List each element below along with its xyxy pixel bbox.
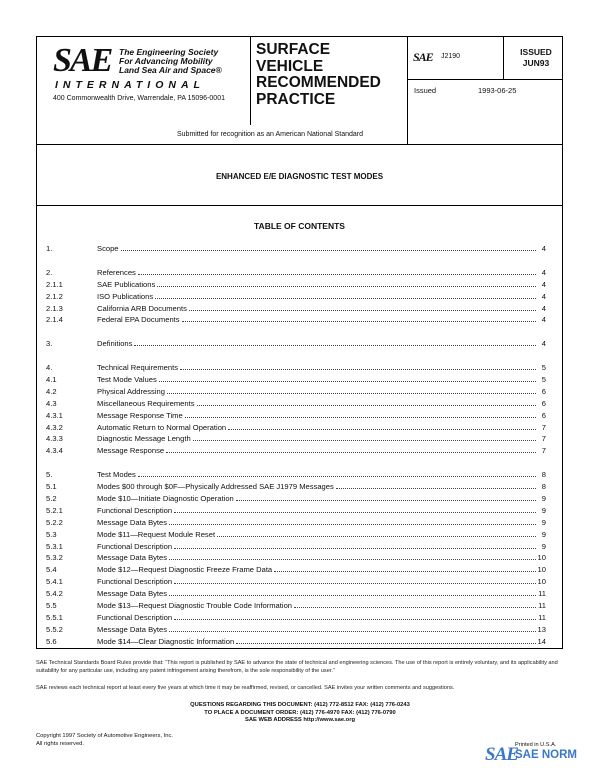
toc-entry-title: ISO Publications — [97, 291, 154, 301]
toc-page: 8 — [541, 470, 546, 480]
toc-leader — [157, 279, 536, 287]
status-line-1: ISSUED — [520, 47, 552, 57]
order-line: TO PLACE A DOCUMENT ORDER: (412) 776-4970 FAX: (412) 776-0790 — [204, 709, 396, 716]
toc-title-cell — [97, 386, 538, 397]
toc-row[interactable] — [37, 338, 564, 349]
toc-number: 2. — [46, 267, 53, 277]
rights-line: All rights reserved. — [36, 740, 85, 747]
toc-title-cell — [97, 422, 538, 433]
toc-page: 11 — [538, 601, 546, 610]
status-line-2: JUN93 — [522, 58, 550, 68]
toc-number: 4.1 — [46, 374, 57, 384]
toc-row[interactable] — [37, 469, 564, 480]
toc-row[interactable] — [37, 636, 564, 647]
toc-title-cell — [97, 410, 538, 421]
toc-leader — [138, 267, 536, 275]
toc-title-cell — [97, 338, 538, 349]
toc-title-cell — [97, 636, 538, 647]
doc-type-line-3: RECOMMENDED — [256, 74, 381, 91]
org-tagline-line-3: Land Sea Air and Space® — [119, 65, 222, 75]
toc-page: 9 — [541, 529, 546, 539]
toc-page: 9 — [541, 493, 546, 503]
toc-title-cell — [97, 303, 538, 314]
toc-row[interactable] — [37, 374, 564, 385]
toc-entry-title: Test Mode Values — [97, 374, 157, 384]
toc-leader — [121, 243, 536, 251]
toc-leader — [174, 612, 536, 620]
toc-page: 9 — [541, 505, 546, 515]
doc-type-line-4: PRACTICE — [256, 90, 336, 108]
toc-row[interactable] — [37, 303, 564, 314]
toc-row[interactable] — [37, 612, 564, 623]
toc-number: 5.1 — [46, 482, 57, 491]
toc-title-cell — [97, 517, 538, 528]
toc-row[interactable] — [37, 410, 564, 421]
toc-entry-title: Definitions — [97, 339, 133, 349]
doc-type-line-1: SURFACE — [256, 41, 331, 58]
toc-row[interactable] — [37, 588, 564, 599]
toc-entry-title: Technical Requirements — [97, 363, 179, 372]
toc-page: 10 — [537, 553, 546, 563]
toc-number: 5. — [46, 470, 53, 480]
toc-title-cell — [97, 279, 538, 290]
toc-title: TABLE OF CONTENTS — [254, 221, 345, 231]
toc-title-cell — [97, 529, 538, 540]
toc-row[interactable] — [37, 564, 564, 575]
document-title: ENHANCED E/E DIAGNOSTIC TEST MODES — [215, 172, 384, 181]
toc-page: 4 — [541, 279, 546, 289]
doc-type — [256, 42, 381, 108]
toc-entry-title: California ARB Documents — [97, 303, 187, 313]
toc-leader — [174, 505, 536, 513]
toc-number: 4.3.1 — [46, 410, 63, 420]
toc-entry-title: Scope — [97, 244, 119, 253]
printed-in: Printed in U.S.A. — [515, 742, 557, 748]
toc-page: 9 — [541, 541, 546, 551]
toc-page: 14 — [537, 636, 546, 646]
toc-page: 6 — [541, 386, 546, 396]
toc-page: 5 — [541, 374, 546, 384]
toc-row[interactable] — [37, 386, 564, 397]
toc-entry-title: Mode $11—Request Module Reset — [97, 529, 216, 539]
toc-number: 5.2.2 — [46, 517, 63, 527]
toc-title-cell — [97, 541, 538, 552]
stamp-text: SAE NORM — [515, 749, 577, 761]
document-frame — [36, 36, 563, 649]
toc-number: 5.5.2 — [46, 624, 63, 634]
toc-number: 2.1.1 — [46, 279, 63, 289]
toc-leader — [217, 529, 536, 537]
toc-title-cell — [97, 612, 538, 623]
toc-leader — [236, 493, 536, 501]
toc-leader — [185, 410, 536, 418]
toc-row[interactable] — [37, 624, 564, 635]
toc-leader — [169, 624, 536, 632]
toc-number: 5.6 — [46, 636, 57, 646]
toc-row[interactable] — [37, 481, 564, 492]
issued-label: Issued — [414, 86, 437, 95]
toc-title-cell — [97, 398, 538, 409]
toc-title-cell — [97, 481, 538, 492]
toc-row[interactable] — [37, 600, 564, 611]
toc-leader — [155, 291, 536, 299]
toc-row[interactable] — [37, 422, 564, 433]
toc-number: 5.5 — [46, 601, 57, 610]
toc-page: 7 — [541, 446, 546, 456]
org-tagline — [119, 48, 222, 75]
toc-entry-title: Mode $10—Initiate Diagnostic Operation — [97, 493, 234, 503]
toc-row[interactable] — [37, 398, 564, 409]
toc-title-cell — [97, 291, 538, 302]
toc-leader — [159, 374, 536, 382]
toc-title-cell — [97, 505, 538, 516]
stamp-logo: SAE — [485, 744, 518, 765]
toc-number: 5.3.1 — [46, 541, 63, 551]
toc-row[interactable] — [37, 433, 564, 444]
toc-entry-title: Mode $13—Request Diagnostic Trouble Code Information — [97, 601, 293, 610]
toc-number: 1. — [46, 244, 53, 253]
toc-number: 4.3.2 — [46, 422, 63, 432]
toc-title-cell — [97, 267, 538, 278]
toc-entry-title: Message Response Time — [97, 410, 183, 420]
toc-entry-title: Mode $12—Request Diagnostic Freeze Frame Data — [97, 565, 273, 575]
international-label: INTERNATIONAL — [55, 79, 205, 91]
toc-page: 11 — [538, 589, 546, 599]
toc-title-cell — [97, 362, 538, 373]
toc-page: 10 — [537, 577, 546, 587]
toc-leader — [236, 636, 536, 644]
toc-page: 13 — [537, 624, 546, 634]
sae-logo: SAE — [53, 42, 112, 79]
toc-page: 6 — [541, 398, 546, 408]
toc-number: 4.2 — [46, 386, 57, 396]
toc-entry-title: Test Modes — [97, 470, 136, 480]
toc-entry-title: Functional Description — [97, 505, 173, 515]
toc-page: 6 — [541, 410, 546, 420]
submitted-note: Submitted for recognition as an American National Standard — [177, 131, 363, 138]
toc-title-cell — [97, 469, 538, 480]
footnote-rules: SAE Technical Standards Board Rules provide that: “This report is published by SAE to advance the state of technical and engineering sciences. The use of this report is entirely voluntary, and its applicability and suitability for any particular use, including any patent infringement arising therefrom, is the sole responsibility of the user.” — [36, 660, 558, 674]
toc-page: 4 — [541, 339, 546, 349]
toc-entry-title: SAE Publications — [97, 279, 156, 289]
toc-entry-title: Message Data Bytes — [97, 553, 168, 563]
toc-row[interactable] — [37, 552, 564, 563]
toc-page: 4 — [541, 244, 546, 253]
org-address: 400 Commonwealth Drive, Warrendale, PA 15096-0001 — [53, 95, 225, 102]
docno-sae-logo: SAE — [413, 50, 433, 64]
toc-leader — [182, 314, 536, 322]
toc-number: 4.3.4 — [46, 446, 63, 456]
toc-row[interactable] — [37, 517, 564, 528]
toc-number: 5.3.2 — [46, 553, 63, 563]
toc-page: 4 — [541, 303, 546, 313]
toc-title-cell — [97, 374, 538, 385]
docno-divider — [407, 79, 562, 80]
toc-page: 7 — [541, 422, 546, 432]
contact-block — [0, 702, 600, 725]
toc-page: 10 — [537, 565, 546, 575]
toc-leader — [167, 386, 536, 394]
toc-entry-title: References — [97, 267, 136, 277]
toc-title-cell — [97, 564, 538, 575]
issued-date: 1993-06-25 — [478, 86, 517, 95]
toc-entry-title: Mode $14—Clear Diagnostic Information — [97, 636, 235, 646]
header-divider — [37, 144, 562, 145]
toc-title-cell — [97, 243, 538, 254]
toc-number: 5.3 — [46, 529, 57, 539]
toc-leader — [169, 588, 536, 596]
toc-row[interactable] — [37, 279, 564, 290]
toc-entry-title: Functional Description — [97, 577, 173, 587]
toc-page: 4 — [541, 315, 546, 325]
toc-title-cell — [97, 552, 538, 563]
toc-leader — [169, 552, 536, 560]
toc-title-cell — [97, 493, 538, 504]
sae-norm-stamp — [485, 744, 597, 772]
toc-leader — [169, 517, 536, 525]
toc-leader — [166, 445, 536, 453]
toc-leader — [228, 422, 536, 430]
toc-title-cell — [97, 576, 538, 587]
toc-row[interactable] — [37, 291, 564, 302]
toc-entry-title: Federal EPA Documents — [97, 315, 180, 325]
toc-entry-title: Physical Addressing — [97, 386, 165, 396]
toc-number: 5.2.1 — [46, 505, 63, 515]
toc-entry-title: Miscellaneous Requirements — [97, 398, 195, 408]
toc-row[interactable] — [37, 243, 564, 254]
copyright-line: Copyright 1997 Society of Automotive Engineers, Inc. — [36, 733, 173, 739]
toc-entry-title: Message Response — [97, 446, 165, 456]
toc-number: 2.1.4 — [46, 315, 63, 325]
toc-row[interactable] — [37, 541, 564, 552]
toc-entry-title: Functional Description — [97, 612, 173, 622]
toc-entry-title: Functional Description — [97, 541, 173, 551]
toc-number: 5.4.2 — [46, 589, 63, 599]
toc-entry-title: Message Data Bytes — [97, 589, 168, 599]
toc-leader — [189, 303, 536, 311]
toc-entry-title: Modes $00 through $0F—Physically Addressed SAE J1979 Messages — [97, 482, 334, 491]
toc-title-cell — [97, 624, 538, 635]
toc-number: 5.5.1 — [46, 612, 63, 622]
toc-row[interactable] — [37, 362, 564, 373]
toc-title-cell — [97, 445, 538, 456]
toc-row[interactable] — [37, 445, 564, 456]
toc-leader — [180, 362, 536, 370]
toc-entry-title: Message Data Bytes — [97, 517, 168, 527]
toc-entry-title: Diagnostic Message Length — [97, 434, 191, 444]
toc-number: 5.4.1 — [46, 577, 63, 587]
toc-number: 4.3 — [46, 398, 57, 408]
toc-page: 4 — [541, 267, 546, 277]
org-tagline-line-2: For Advancing Mobility — [119, 56, 213, 66]
toc-number: 2.1.3 — [46, 303, 63, 313]
header-col-divider-1 — [250, 37, 251, 125]
footnote-review: SAE reviews each technical report at least every five years at which time it may be reaffirmed, revised, or cancelled. SAE invites your written comments and suggestions. — [36, 685, 455, 691]
toc-leader — [174, 576, 536, 584]
toc-row[interactable] — [37, 576, 564, 587]
toc-entry-title: Automatic Return to Normal Operation — [97, 422, 227, 432]
header-col-divider-3 — [503, 37, 504, 79]
toc-title-cell — [97, 600, 538, 611]
header-col-divider-2 — [407, 37, 408, 144]
copyright-block — [36, 733, 173, 748]
toc-leader — [174, 541, 536, 549]
toc-row[interactable] — [37, 529, 564, 540]
toc-page: 8 — [541, 482, 546, 491]
toc-page: 9 — [541, 517, 546, 527]
toc-row[interactable] — [37, 493, 564, 504]
toc-leader — [336, 481, 536, 489]
toc-title-cell — [97, 588, 538, 599]
doc-number: J2190 — [441, 53, 461, 60]
toc-leader — [138, 469, 536, 477]
org-tagline-line-1: The Engineering Society — [119, 47, 219, 57]
toc-number: 5.2 — [46, 493, 57, 503]
toc-entry-title: Message Data Bytes — [97, 624, 168, 634]
toc-page: 11 — [538, 612, 546, 622]
toc-title-cell — [97, 314, 538, 325]
toc-row[interactable] — [37, 505, 564, 516]
questions-line: QUESTIONS REGARDING THIS DOCUMENT: (412) 772-8512 FAX: (412) 776-0243 — [190, 702, 410, 708]
toc-page: 4 — [541, 291, 546, 301]
toc-number: 3. — [46, 339, 53, 349]
toc-leader — [134, 338, 536, 346]
toc-row[interactable] — [37, 314, 564, 325]
toc-page: 7 — [541, 434, 546, 444]
doc-status — [508, 47, 564, 69]
toc-number: 5.4 — [46, 565, 57, 575]
toc-leader — [197, 398, 537, 406]
toc-number: 4. — [46, 363, 53, 372]
toc-page: 5 — [541, 363, 546, 372]
toc-row[interactable] — [37, 267, 564, 278]
toc-leader — [294, 600, 536, 608]
web-address[interactable]: SAE WEB ADDRESS http://www.sae.org — [244, 717, 356, 723]
toc-leader — [274, 564, 536, 572]
toc-number: 4.3.3 — [46, 434, 63, 444]
title-divider — [37, 205, 562, 206]
toc-title-cell — [97, 433, 538, 444]
toc-number: 2.1.2 — [46, 291, 63, 301]
toc-leader — [193, 433, 536, 441]
doc-type-line-2: VEHICLE — [256, 57, 324, 75]
